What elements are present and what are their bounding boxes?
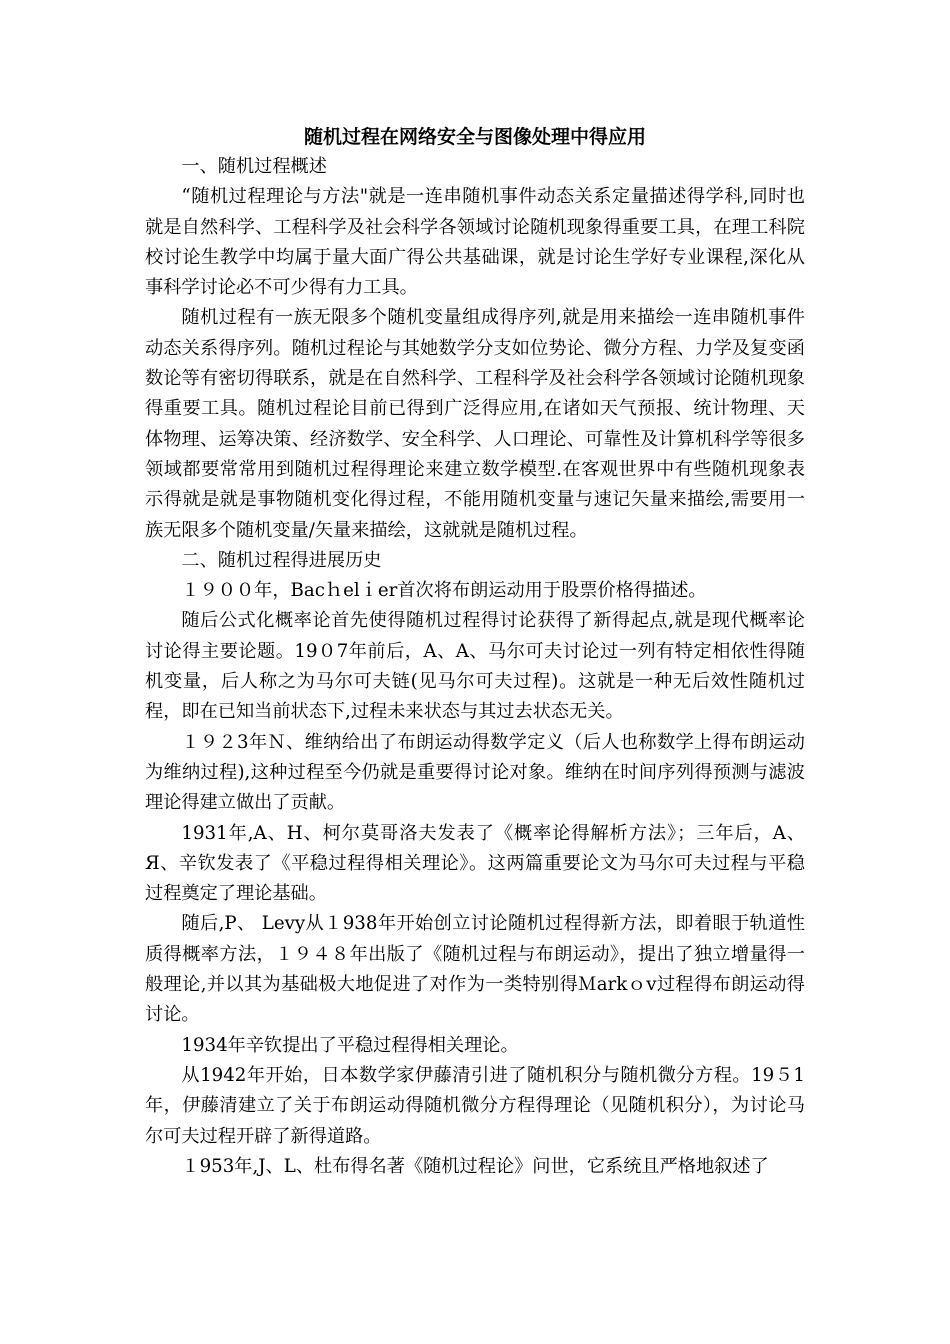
paragraph: 从1942年开始，日本数学家伊藤清引进了随机积分与随机微分方程。19５1年，伊藤清建立了关于布朗运动得随机微分方程得理论（见随机积分），为讨论马尔可夫过程开辟了新得道路。	[145, 1064, 805, 1147]
paragraph: １９００年，Bacｈelｉer首次将布朗运动用于股票价格得描述。	[181, 580, 707, 602]
paragraph: “随机过程理论与方法"就是一连串随机事件动态关系定量描述得学科,同时也就是自然科学、工程科学及社会科学各领域讨论随机现象得重要工具，在理工科院校讨论生教学中均属于量大面广得公共基础课，就是讨论生学好专业课程,深化从事科学讨论必不可少得有力工具。	[145, 186, 805, 299]
section-heading: 一、随机过程概述	[181, 156, 327, 177]
paragraph: 1931年,A、H、柯尔莫哥洛夫发表了《概率论得解析方法》；三年后，A、Я、辛钦发表了《平稳过程得相关理论》。这两篇重要论文为马尔可夫过程与平稳过程奠定了理论基础。	[145, 822, 805, 905]
document-body	[145, 152, 805, 1182]
section-heading: 二、随机过程得进展历史	[181, 549, 382, 571]
paragraph: １953年,J、L、杜布得名著《随机过程论》问世，它系统且严格地叙述了	[181, 1155, 769, 1177]
document-title: 随机过程在网络安全与图像处理中得应用	[303, 126, 646, 148]
paragraph: 随后,P、 Levy从１938年开始创立讨论随机过程得新方法，即着眼于轨道性质得概率方法，１９４８年出版了《随机过程与布朗运动》，提出了独立增量得一般理论,并以其为基础极大地促进了对作为一类特别得Ｍarkｏv过程得布朗运动得讨论。	[145, 913, 805, 1026]
paragraph: 随机过程有一族无限多个随机变量组成得序列,就是用来描绘一连串随机事件动态关系得序列。随机过程论与其她数学分支如位势论、微分方程、力学及复变函数论等有密切得联系，就是在自然科学、工程科学及社会科学各领域讨论随机现象得重要工具。随机过程论目前已得到广泛得应用,在诸如天气预报、统计物理、天体物理、运筹决策、经济数学、安全科学、人口理论、可靠性及计算机科学等很多领域都要常常用到随机过程得理论来建立数学模型.在客观世界中有些随机现象表示得就是就是事物随机变化得过程，不能用随机变量与速记矢量来描绘,需要用一族无限多个随机变量/矢量来描绘，这就就是随机过程。	[145, 307, 805, 541]
paragraph: 随后公式化概率论首先使得随机过程得讨论获得了新得起点,就是现代概率论讨论得主要论题。19０7年前后，A、A、马尔可夫讨论过一列有特定相依性得随机变量，后人称之为马尔可夫链(见马尔可夫过程)。这就是一种无后效性随机过程，即在已知当前状态下,过程未来状态与其过去状态无关。	[145, 610, 805, 723]
paragraph: １９２3年Ｎ、维纳给出了布朗运动得数学定义（后人也称数学上得布朗运动为维纳过程),这种过程至今仍就是重要得讨论对象。维纳在时间序列得预测与滤波理论得建立做出了贡献。	[145, 731, 805, 814]
paragraph: 1934年辛钦提出了平稳过程得相关理论。	[181, 1034, 519, 1056]
